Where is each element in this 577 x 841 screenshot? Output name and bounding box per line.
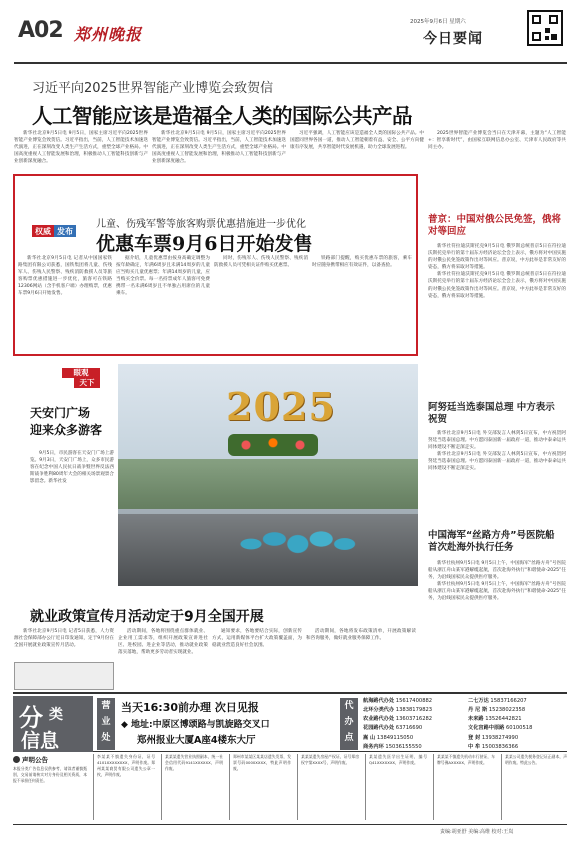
agent-name: 未来路 <box>468 716 484 722</box>
agent-entry <box>468 715 522 723</box>
feature-tag-release: 发布 <box>54 225 76 237</box>
agent-phone: 15837166207 <box>490 698 527 704</box>
lead-headline: 人工智能应该是造福全人类的国际公共产品 <box>32 104 412 128</box>
lead-column-2: 新华社北京9月5日电 9月5日，国家主席习近平向2025世界智能产业博览会致贺信。习近平指出，当前，人工智能技术加速迭代演进，正在深刻改变人类生产生活方式，重塑全球产业格局。中国高度重视人工智能发展和治理，积极推动人工智能科技创新与产业创新深度融合。 <box>152 131 286 165</box>
feature-column-4: 铁路部门提醒，购买优惠车票的旅客，乘车时应随身携带相应有效证件，以备查验。 <box>312 256 412 269</box>
agent-phone: 15003836366 <box>481 744 519 750</box>
hours-char-1: 营 <box>101 701 111 711</box>
bottom-story-col-2: 活动期间，各地将围绕重点群体就业、企业用工需求等，组织开展政策宣讲进社区、进校园、进企业等活动，推动就业政策落实落地，帮助更多劳动者实现就业。 <box>118 629 208 656</box>
agent-name: 嵩 山 <box>363 735 376 741</box>
agent-entry <box>363 724 422 732</box>
agent-phone: 63716690 <box>395 725 423 731</box>
agent-phone: 15617400882 <box>395 698 433 704</box>
classified-ad: 某某某遗失营业执照副本，统一社会信用代码9141XXXXXX，声明作废。 <box>161 754 223 820</box>
agent-phone: 13849115050 <box>376 735 414 741</box>
feature-column-2: 据介绍，儿童优惠票由按身高确定调整为按年龄确定，年满6周岁且未满14周岁的儿童应当购买儿童优惠票；年满14周岁的儿童，应当购买全价票。每一名持票成年人旅客可免费携带一名未满6周岁且不单独占用席位的儿童乘车。 <box>116 256 210 297</box>
agent-entry <box>468 697 527 705</box>
bottom-story-headline: 就业政策宣传月活动定于9月全国开展 <box>30 609 264 625</box>
paper-logo: 郑州晚报 <box>74 25 143 44</box>
agent-entry <box>468 734 518 742</box>
classified-ad: 某某某不慎遗失机动车行驶证，车牌号豫AXXXXX，声明作废。 <box>433 754 495 820</box>
agent-entry <box>363 743 422 751</box>
feature-tag <box>32 225 76 237</box>
classified-ad: 某某某遗失房屋产权证，证号郑房权字第XXXX号，声明作废。 <box>297 754 359 820</box>
right-story-1-body: 新华社符拉迪沃斯托克9月5日电 俄罗斯总统普京5日在符拉迪沃斯托克举行的第十届东方经济论坛全会上表示，俄方将对中国实施的对俄公民免签政策作出对等回应。普京说，中方此举是非常友好的姿态，俄方将采取对等措施。 新华社符拉迪沃斯托克9月5日电 俄罗斯总统普京5日在符拉迪沃斯托克举行的第十届东方经济论坛全会上表示，俄方将对中国实施的对俄公民免签政策作出对等回应。普京说，中方此举是非常友好的姿态，俄方将采取对等措施。 <box>428 244 566 299</box>
bottom-story-col-4: 活动期间，各地将发布政策清单，开展政策解读和咨询服务，做好就业服务保障工作。 <box>306 629 416 642</box>
bottom-story-col-1: 新华社北京9月5日电 记者5日获悉，人力资源社会保障部办公厅近日印发通知，定于9月份在全国开展就业政策宣传月活动。 <box>14 629 114 649</box>
caption-tag-bottom: 天下 <box>74 378 100 388</box>
ad-address-2: 郑州报业大厦A座4楼东大厅 <box>137 735 256 746</box>
right-story-3-body: 新华社杭州9月5日电 9月5日上午，中国海军“丝路方舟”号医院船从浙江舟山某军港解缆起航，首次赴海外执行“和谐使命-2025”任务，为沿线国家民众提供医疗服务。 新华社杭州9月5日电 9月5日上午，中国海军“丝路方舟”号医院船从浙江舟山某军港解缆起航，首次赴海外执行“和谐使命-2025”任务，为沿线国家民众提供医疗服务。 <box>428 561 566 602</box>
agent-name: 中 牟 <box>468 744 481 750</box>
agent-name: 北环分类代办 <box>363 707 395 713</box>
agent-entry <box>468 706 525 714</box>
agent-phone: 13838179823 <box>395 707 433 713</box>
hours-char-3: 处 <box>101 733 111 743</box>
caption-tag-top: 眼观 <box>62 368 100 378</box>
feature-column-3: 同时，伤残军人、伤残人民警察、残疾消防救援人员可凭相关证件购买优惠票。 <box>214 256 308 269</box>
masthead <box>10 10 570 60</box>
hours-label <box>97 698 115 750</box>
feature-headline: 优惠车票9月6日开始发售 <box>96 233 313 255</box>
agent-char-3: 点 <box>344 733 354 743</box>
category-char-2: 类 <box>49 707 63 723</box>
ad-deadline: 当天16:30前办理 次日见报 <box>121 701 259 714</box>
agent-name: 航海路代办处 <box>363 698 395 704</box>
header-rule <box>14 62 567 64</box>
agent-label <box>340 698 358 750</box>
classified-ad: 李某某不慎遗失身份证，证号4101XXXXXXXX，声明作废。郑州某某商贸有限公司遗失公章一枚，声明作废。 <box>93 754 155 820</box>
classified-ad: 郑州市某某区某某店遗失发票，发票号码0000XXXX，特此声明作废。 <box>229 754 291 820</box>
page-number: A02 <box>18 18 63 43</box>
right-story-3-title: 中国海军“丝路方舟”号医院船首次赴海外执行任务 <box>428 530 555 553</box>
classifieds-grid <box>13 754 567 822</box>
agent-name: 登 封 <box>468 735 481 741</box>
category-block <box>13 696 93 752</box>
agent-char-2: 办 <box>344 717 354 727</box>
classified-ad: 某某遗失医学出生证明，编号Q41XXXXXXX，声明作废。 <box>365 754 427 820</box>
footer-credits: 责编:胡亚舒 美编:高维 校对:王岚 <box>440 829 514 835</box>
lead-column-4: 2025世界智能产业博览会当日在天津开幕，主题为“人工智能+：智享新时代”，由国家互联网信息办公室、天津市人民政府等共同主办。 <box>428 131 566 151</box>
notice-icon <box>13 756 20 763</box>
category-char-1: 分 <box>19 704 43 732</box>
agent-phone: 13938274990 <box>481 735 519 741</box>
agent-phone: 15238022358 <box>488 707 526 713</box>
lead-kicker: 习近平向2025世界智能产业博览会致贺信 <box>32 81 274 96</box>
bottom-story-col-3: 通知要求，各地要结合实际，创新宣传方式，运用新媒体平台扩大政策覆盖面，为稳就业营造良好社会氛围。 <box>212 629 302 649</box>
right-story-2-title: 阿努廷当选泰国总理 中方表示祝贺 <box>428 402 555 425</box>
feature-subtitle: 儿童、伤残军警等旅客购票优惠措施进一步优化 <box>96 219 306 230</box>
agent-entry <box>468 724 532 732</box>
qr-code-icon <box>527 10 563 46</box>
photo-figures <box>238 484 368 584</box>
notice-label <box>13 755 87 764</box>
news-photo <box>118 364 418 586</box>
classified-ad: 本报分类广告信息仅供参考，请读者谨慎甄别，交易前请核实对方身份及相关资质，本报不承担任何责任。 <box>13 766 87 784</box>
ad-address-1: ◆ 地址:中原区博颂路与凯旋路交叉口 <box>121 720 270 730</box>
photo-banner-2025: 2025 <box>226 384 336 429</box>
agent-name: 农业路代办处 <box>363 716 395 722</box>
agent-entry <box>363 697 432 705</box>
agent-entry <box>363 715 432 723</box>
left-story-body: 9月5日，市民游客在天安门广场上游览。9月3日，天安门广场上，众多市民游客在纪念中国人民抗日战争暨世界反法西斯战争胜利80周年大会的相关场景观景合影留念。新华社发 <box>30 451 114 485</box>
agent-name: 丹 尼 斯 <box>468 707 488 713</box>
issue-date: 2025年9月6日 星期六 <box>410 19 466 25</box>
agent-entry <box>363 734 413 742</box>
agent-entry <box>468 743 518 751</box>
photo-flowers <box>228 434 318 456</box>
agent-phone: 13603716282 <box>395 716 433 722</box>
lead-column-1: 新华社北京9月5日电 9月5日，国家主席习近平向2025世界智能产业博览会致贺信。习近平指出，当前，人工智能技术加速迭代演进，正在深刻改变人类生产生活方式，重塑全球产业格局。中国高度重视人工智能发展和治理，积极推动人工智能科技创新与产业创新深度融合。 <box>14 131 148 165</box>
right-story-2-body: 新华社北京9月5日电 外交部发言人林剑5日宣布，中方祝贺阿努廷当选泰国总理。中方愿同泰国新一届政府一道，推动中泰命运共同体建设不断走深走实。 新华社北京9月5日电 外交部发言人林剑5日宣布，中方祝贺阿努廷当选泰国总理。中方愿同泰国新一届政府一道，推动中泰命运共同体建设不断走深走实。 <box>428 431 566 472</box>
agent-phone: 13526442821 <box>485 716 522 722</box>
feature-tag-authority: 权威 <box>32 225 54 237</box>
left-story-title-2: 迎来众多游客 <box>30 423 103 437</box>
notice-label-text: 声明公告 <box>22 756 48 764</box>
footer-rule <box>13 824 567 825</box>
feature-column-1: 新华社北京9月5日电 记者从中国国家铁路集团有限公司获悉，国铁集团将儿童、伤残军人、伤残人民警察、残疾消防救援人员等旅客购票优惠措施进一步优化，旅客可在铁路12306网站（含手机客户端）办理购票，优惠车票9月6日开始发售。 <box>18 256 112 297</box>
category-char-3: 信息 <box>21 730 60 752</box>
lead-column-3: 习近平强调，人工智能应该是造福全人类的国际公共产品。中国愿同世界各国一道，推动人工智能朝着有益、安全、公平方向健康有序发展，共享智能时代发展机遇，助力全球发展进程。 <box>290 131 424 151</box>
agent-phone: 15036155550 <box>385 744 422 750</box>
section-name: 今日要闻 <box>423 31 483 47</box>
right-story-1-title: 普京：中国对俄公民免签，俄将对等回应 <box>428 214 562 237</box>
photo-caption-tag <box>62 368 100 388</box>
agent-entry <box>363 706 432 714</box>
bottom-ad-thumb <box>14 662 114 690</box>
agent-name: 二七万达 <box>468 698 489 704</box>
hours-char-2: 业 <box>101 717 111 727</box>
agent-char-1: 代 <box>344 701 354 711</box>
agent-name: 文化宫路中原路 <box>468 725 505 731</box>
agent-name: 花园路代办处 <box>363 725 395 731</box>
left-story-title-1: 天安门广场 <box>30 406 91 420</box>
agent-name: 商务内环 <box>363 744 384 750</box>
classified-banner <box>13 692 567 752</box>
agent-phone: 60100518 <box>505 725 533 731</box>
classified-ad: 某某公司遗失税务登记证正副本，声明作废。特此公告。 <box>501 754 567 820</box>
